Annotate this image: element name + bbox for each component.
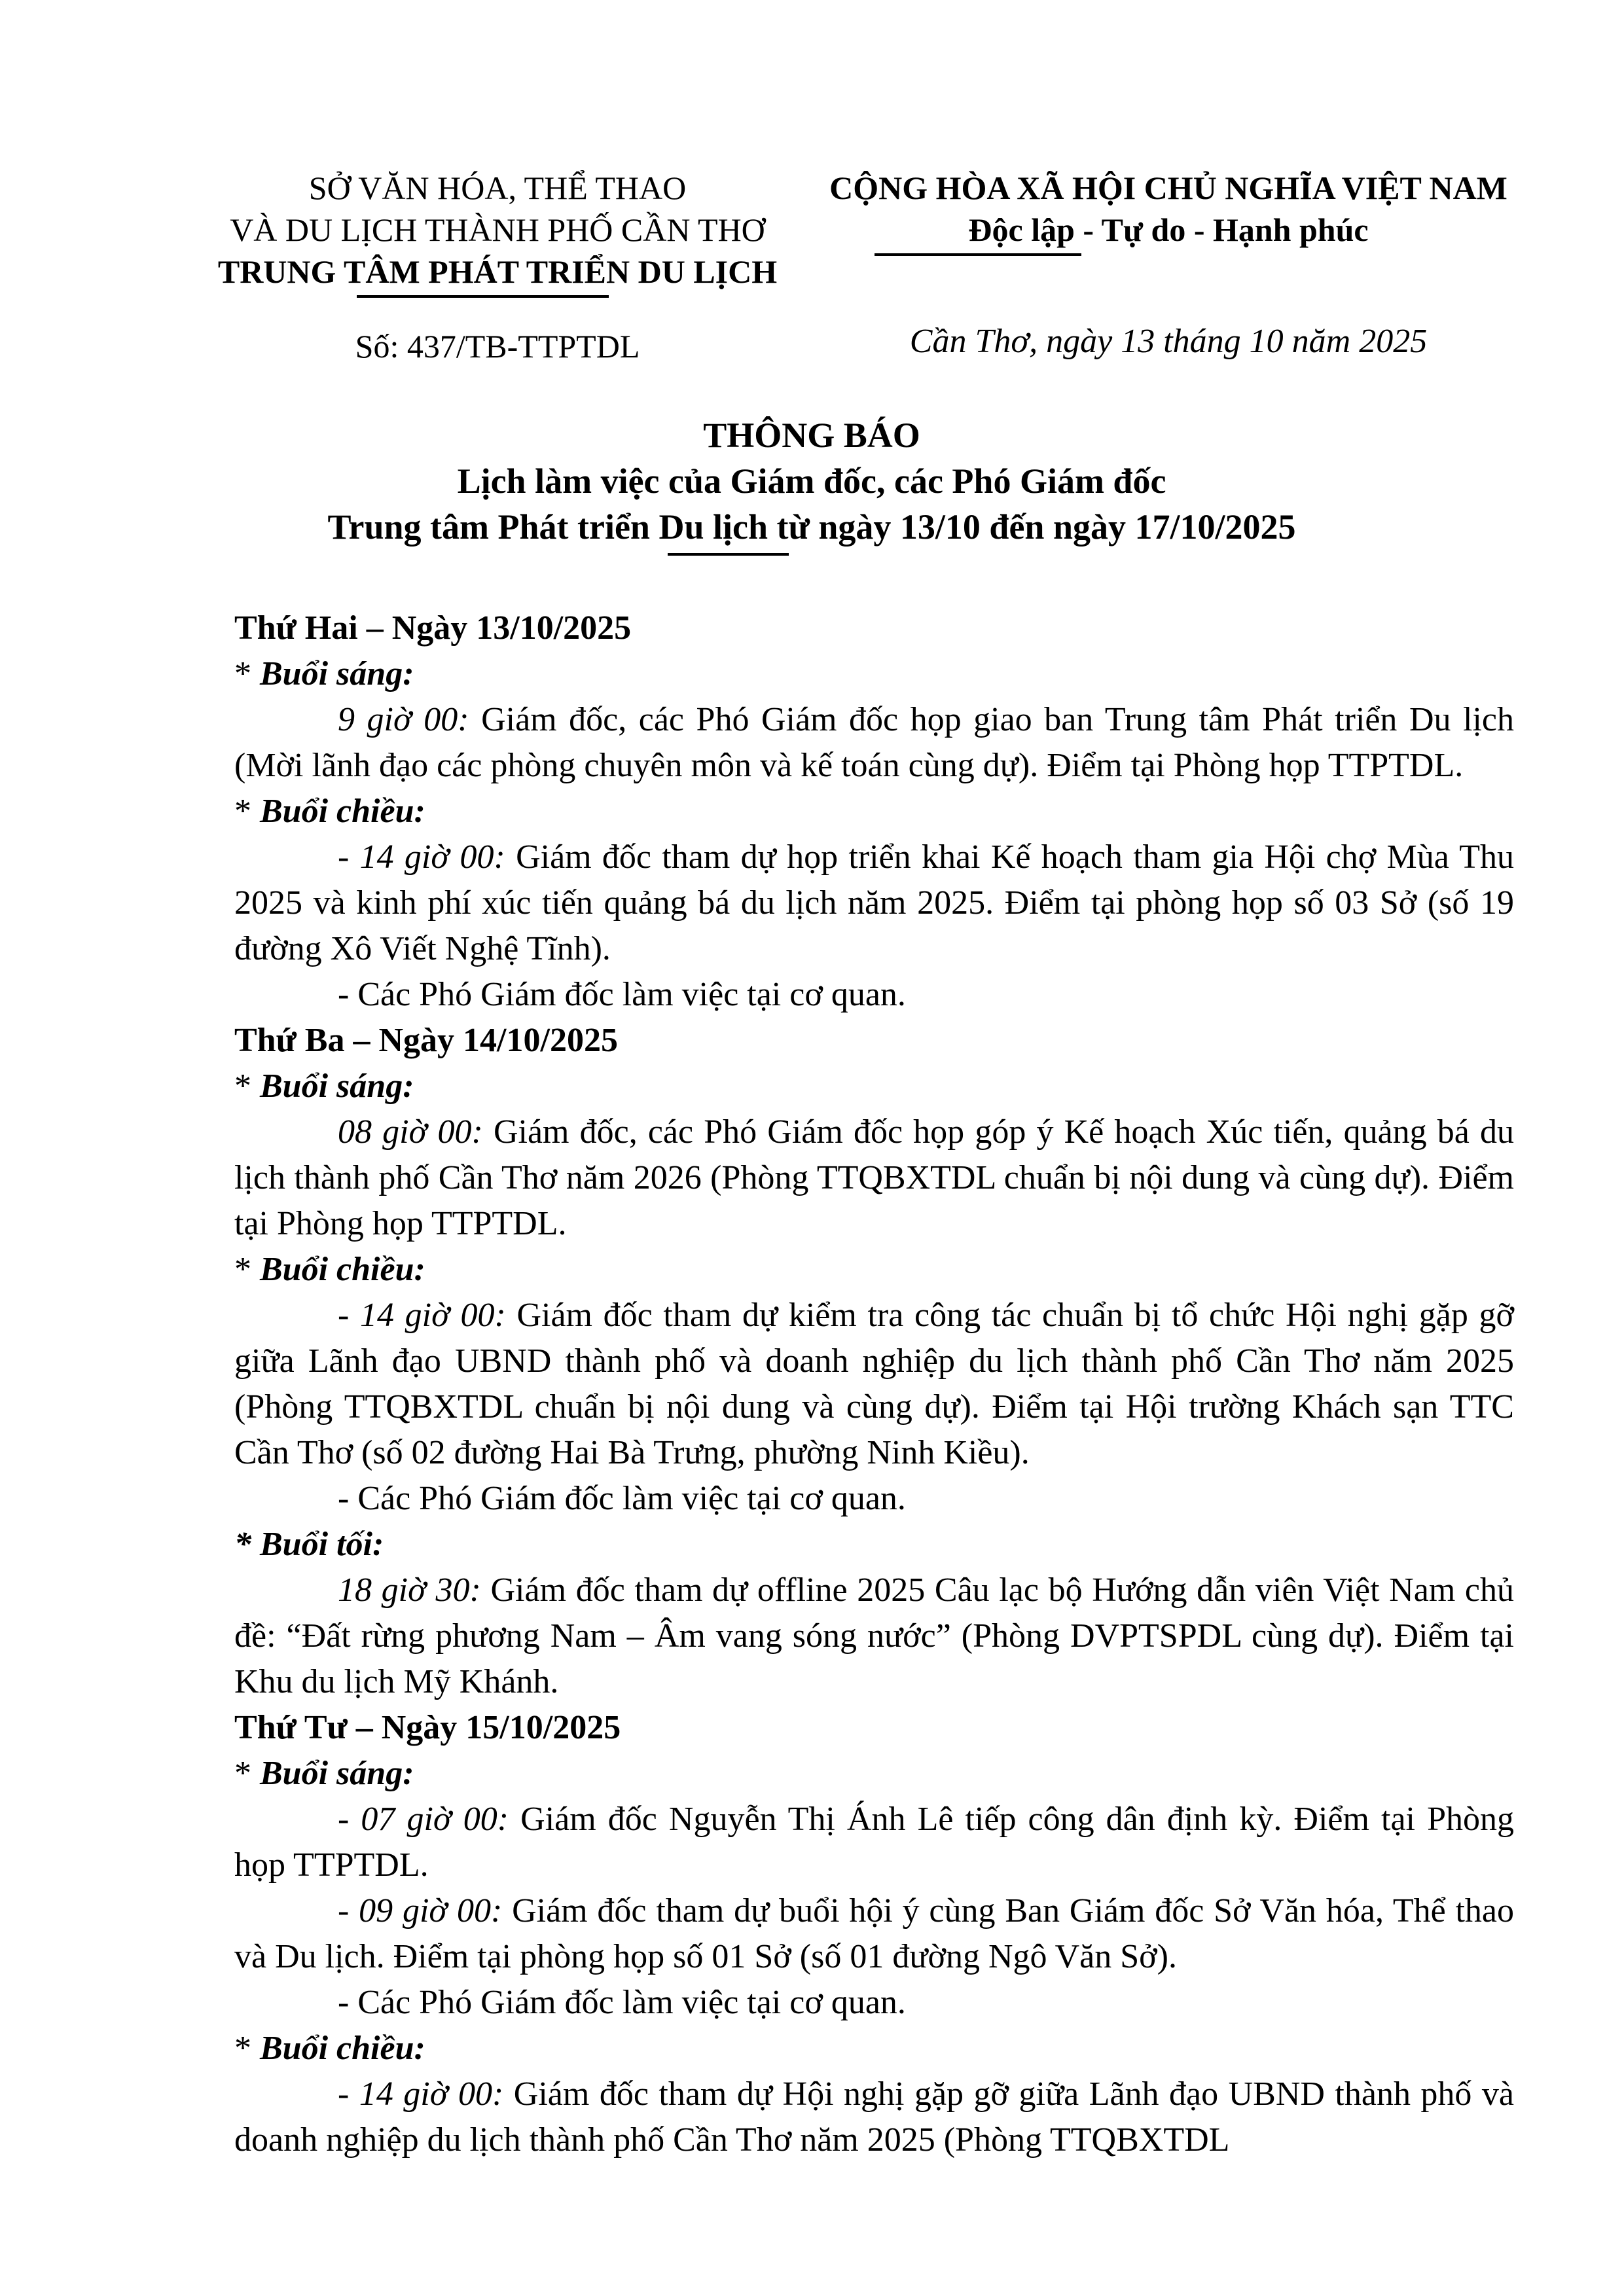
issuing-agency-block — [170, 167, 825, 293]
schedule-item — [234, 2072, 1514, 2163]
title-underline — [668, 553, 789, 556]
schedule-item — [234, 1568, 1514, 1705]
item-text: Giám đốc tham dự buổi hội ý cùng Ban Giám đốc Sở Văn hóa, Thể thao và Du lịch. Điểm tại phòng họp số 01 Sở (số 01 đường Ngô Văn Sở). — [234, 1892, 1515, 1975]
session-heading — [234, 2026, 1514, 2072]
agency-line-2: VÀ DU LỊCH THÀNH PHỐ CẦN THƠ — [230, 211, 765, 248]
schedule-item — [234, 1797, 1514, 1888]
motto-underline — [875, 253, 1081, 256]
notice-title: THÔNG BÁO — [703, 416, 920, 455]
session-heading — [234, 651, 1514, 697]
session-label: Buổi chiều: — [260, 1251, 425, 1288]
place-and-date: Cần Thơ, ngày 13 tháng 10 năm 2025 — [909, 323, 1428, 360]
item-text: - Các Phó Giám đốc làm việc tại cơ quan. — [338, 1984, 906, 2021]
session-heading — [234, 1751, 1514, 1797]
item-time: 08 giờ 00: — [338, 1113, 483, 1151]
notice-subtitle-1: Lịch làm việc của Giám đốc, các Phó Giám đốc — [457, 461, 1166, 501]
national-motto: Độc lập - Tự do - Hạnh phúc — [968, 211, 1369, 248]
item-text: Giám đốc tham dự offline 2025 Câu lạc bộ Hướng dẫn viên Việt Nam chủ đề: “Đất rừng phương Nam – Âm vang sóng nước” (Phòng DVPTSPDL cùng dự). Điểm tại Khu du lịch Mỹ Khánh. — [234, 1571, 1515, 1700]
agency-line-1: SỞ VĂN HÓA, THỂ THAO — [308, 170, 687, 206]
item-time: 07 giờ 00: — [361, 1801, 509, 1838]
item-text: Giám đốc Nguyễn Thị Ánh Lê tiếp công dân định kỳ. Điểm tại Phòng họp TTPTDL. — [234, 1801, 1514, 1884]
item-text: Giám đốc, các Phó Giám đốc họp góp ý Kế hoạch Xúc tiến, quảng bá du lịch thành phố Cần Thơ năm 2026 (Phòng TTQBXTDL chuẩn bị nội dung và cùng dự). Điểm tại Phòng họp TTPTDL. — [234, 1113, 1515, 1242]
item-time: 14 giờ 00: — [359, 1297, 506, 1334]
schedule-item — [234, 1888, 1514, 1980]
national-heading-block — [805, 167, 1532, 251]
bullet-star: * — [234, 793, 251, 830]
schedule-item — [234, 834, 1514, 972]
document-number: Số: 437/TB-TTPTDL — [355, 328, 640, 365]
day-heading: Thứ Hai – Ngày 13/10/2025 — [234, 609, 632, 647]
schedule-body — [234, 605, 1514, 2163]
schedule-item — [234, 972, 1514, 1018]
schedule-item — [234, 1109, 1514, 1247]
item-time: 14 giờ 00: — [359, 838, 505, 876]
notice-subtitle-2: Trung tâm Phát triển Du lịch từ ngày 13/10 đến ngày 17/10/2025 — [327, 507, 1296, 547]
session-heading — [234, 1522, 1514, 1568]
item-prefix: - — [338, 838, 360, 876]
org-name-underline — [357, 295, 609, 298]
bullet-star: * — [234, 1526, 251, 1563]
item-text: - Các Phó Giám đốc làm việc tại cơ quan. — [338, 976, 906, 1013]
organization-name: TRUNG TÂM PHÁT TRIỂN DU LỊCH — [217, 253, 778, 290]
item-prefix: - — [338, 2075, 359, 2113]
session-heading — [234, 789, 1514, 834]
item-prefix: - — [338, 1801, 361, 1838]
item-time: 9 giờ 00: — [338, 701, 469, 738]
item-text: Giám đốc tham dự kiểm tra công tác chuẩn bị tổ chức Hội nghị gặp gỡ giữa Lãnh đạo UBND thành phố và doanh nghiệp du lịch thành phố Cần Thơ năm 2025 (Phòng TTQBXTDL chuẩn bị nội dung và cùng dự). Điểm tại Hội trường Khách sạn TTC Cần Thơ (số 02 đường Hai Bà Trưng, phường Ninh Kiều). — [234, 1297, 1514, 1471]
day-heading: Thứ Ba – Ngày 14/10/2025 — [234, 1022, 618, 1059]
schedule-item — [234, 697, 1514, 789]
item-time: 09 giờ 00: — [359, 1892, 503, 1929]
session-label: Buổi sáng: — [260, 1755, 414, 1792]
item-prefix: - — [338, 1297, 360, 1334]
session-label: Buổi chiều: — [260, 793, 425, 830]
session-label: Buổi sáng: — [260, 655, 414, 692]
item-text: Giám đốc tham dự họp triển khai Kế hoạch tham gia Hội chợ Mùa Thu 2025 và kinh phí xúc tiến quảng bá du lịch năm 2025. Điểm tại phòng họp số 03 Sở (số 19 đường Xô Viết Nghệ Tĩnh). — [234, 838, 1514, 967]
item-text: - Các Phó Giám đốc làm việc tại cơ quan. — [338, 1480, 906, 1517]
item-text: Giám đốc tham dự Hội nghị gặp gỡ giữa Lãnh đạo UBND thành phố và doanh nghiệp du lịch thành phố Cần Thơ năm 2025 (Phòng TTQBXTDL — [234, 2075, 1515, 2159]
schedule-item — [234, 1293, 1514, 1476]
session-heading — [234, 1247, 1514, 1293]
item-text: Giám đốc, các Phó Giám đốc họp giao ban Trung tâm Phát triển Du lịch (Mời lãnh đạo các phòng chuyên môn và kế toán cùng dự). Điểm tại Phòng họp TTPTDL. — [234, 701, 1514, 784]
schedule-item — [234, 1476, 1514, 1522]
notice-title-block — [196, 412, 1427, 550]
bullet-star: * — [234, 655, 251, 692]
bullet-star: * — [234, 2030, 251, 2067]
bullet-star: * — [234, 1251, 251, 1288]
session-label: Buổi tối: — [260, 1526, 384, 1563]
item-prefix: - — [338, 1892, 359, 1929]
item-time: 18 giờ 30: — [338, 1571, 481, 1609]
schedule-item — [234, 1980, 1514, 2026]
session-label: Buổi chiều: — [260, 2030, 425, 2067]
country-name: CỘNG HÒA XÃ HỘI CHỦ NGHĨA VIỆT NAM — [829, 170, 1507, 206]
day-heading: Thứ Tư – Ngày 15/10/2025 — [234, 1709, 621, 1746]
session-heading — [234, 1064, 1514, 1109]
bullet-star: * — [234, 1067, 251, 1105]
session-label: Buổi sáng: — [260, 1067, 414, 1105]
bullet-star: * — [234, 1755, 251, 1792]
item-time: 14 giờ 00: — [359, 2075, 504, 2113]
